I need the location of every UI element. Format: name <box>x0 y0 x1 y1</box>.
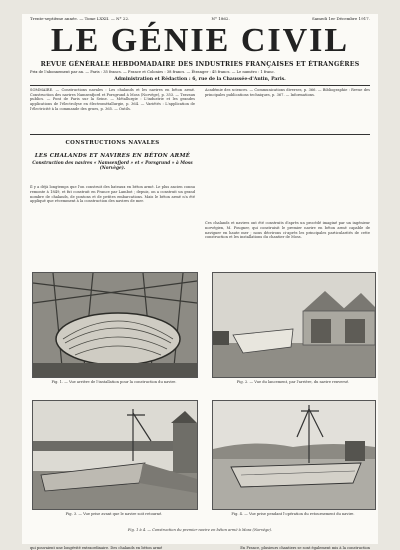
figure-3-caption: Fig. 3. — Vue prise avant que le navire soit retourné. <box>65 512 163 516</box>
article-title: LES CHALANDS ET NAVIRES EN BÉTON ARMÉ <box>34 153 191 159</box>
article-body-right: Ces chalands et navires ont été construits d'après un procédé imaginé par un ingénieur norvégien, M. Fougner, qui construisit le premier navire en béton armé capable de naviguer en haute mer ; nous décrirons ci-après les principales particularités de cette construction et les installations du chantier de Moss. <box>205 221 370 240</box>
bottom-text-line <box>30 546 370 550</box>
figure-2-photo <box>212 272 376 378</box>
summary-rule <box>30 134 370 135</box>
figure-3-photo <box>32 400 198 510</box>
administration-address: Administration et Rédaction : 6, rue de la Chaussée-d'Antin, Paris. <box>114 77 286 82</box>
figure-1-illustration <box>33 273 197 377</box>
issue-date: Samedi 1er Décembre 1917. <box>311 16 370 21</box>
issue-volume: Trente-septième année. — Tome LXXII. — N° 22. <box>30 16 130 21</box>
figure-4-caption: Fig. 4. — Vue prise pendant l'opération du retournement du navire. <box>231 512 355 516</box>
section-heading: CONSTRUCTIONS NAVALES <box>65 140 160 146</box>
figure-4-illustration <box>213 401 375 509</box>
issue-number: N° 1862. <box>211 16 230 21</box>
masthead-subtitle: REVUE GÉNÉRALE HEBDOMADAIRE DES INDUSTRIES FRANÇAISES ET ÉTRANGÈRES <box>40 61 360 68</box>
header-rule <box>30 85 370 86</box>
figure-1-caption: Fig. 1. — Vue arrière de l'installation pour la construction du navire. <box>51 380 177 384</box>
figure-3-illustration <box>33 401 197 509</box>
figure-4-photo <box>212 400 376 510</box>
issue-header <box>30 16 370 21</box>
summary-right: Académie des sciences. — Communications diverses, p. 366. — Bibliographie : Revue des principales publications techniques, p. 367. — Informations. <box>205 88 370 97</box>
bottom-text-left: qui pouvaient une longévité extraordinaire. Des chalands en béton armé <box>30 546 163 550</box>
figure-1-photo <box>32 272 198 378</box>
figure-2-illustration <box>213 273 375 377</box>
bottom-text-right: En France, plusieurs chantiers se sont également mis à la construction <box>240 546 370 550</box>
figure-group-caption: Fig. 1 à 4. — Construction du premier navire en béton armé à Moss (Norvège). <box>127 528 273 532</box>
summary-left: SOMMAIRE. — Constructions navales : Les chalands et les navires en béton armé. Construction des navires Namsenfjord et Porsgrund à Moss (Norvège), p. 353. — Travaux publics. — Pont de Paris sur la Seine. — Métallurgie : L'industrie et les grandes applications de l'électrolyse en électrométallurgie, p. 364. — Variétés : L'application de l'électricité à la commande des grues, p. 365. — Outils. <box>30 88 195 111</box>
article-subtitle: Construction des navires « Namsenfjord » et « Porsgrund » à Moss (Norvège). <box>32 161 193 172</box>
masthead-title: LE GÉNIE CIVIL <box>50 22 350 59</box>
subscription-pricing: Prix de l'abonnement par an. — Paris : 35 francs. — France et Colonies : 38 francs. — Étranger : 45 francs. — Le numéro : 1 franc. <box>30 70 275 74</box>
article-body-left: Il y a déjà longtemps que l'on construit des bateaux en béton armé. Le plus ancien connu remonte à 1849, et fut construit en France par Lambot ; depuis, on a construit un grand nombre de chalands, de pontons et de petites embarcations. Mais le béton armé n'a été appliqué que récemment à la construction des navires de mer. <box>30 185 195 204</box>
figure-2-caption: Fig. 2. — Vue du lancement, par l'arrière, du navire renversé. <box>236 380 350 384</box>
